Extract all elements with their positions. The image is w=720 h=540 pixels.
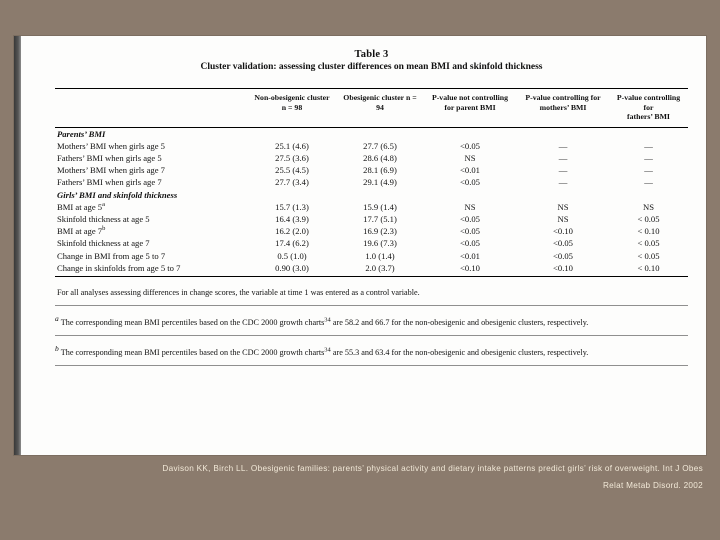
cell: <0.05 <box>460 238 480 249</box>
cell: NS <box>643 201 654 212</box>
table-row <box>55 213 688 225</box>
row-label-text: BMI at age 5 <box>57 201 103 212</box>
cell: — <box>558 140 568 151</box>
divider <box>55 335 688 336</box>
cell: < 0.10 <box>637 226 660 237</box>
footnote-text: The corresponding mean BMI percentiles based on the CDC 2000 growth charts <box>60 317 325 327</box>
cell: 25.5 (4.5) <box>275 165 309 176</box>
cell: 16.2 (2.0) <box>275 226 309 237</box>
column-header <box>423 89 517 128</box>
citation <box>30 461 703 494</box>
row-label <box>55 250 247 262</box>
column-header-line2: mothers’ BMI <box>539 102 587 112</box>
footnote-marker: b <box>55 344 59 354</box>
cell: — <box>644 165 653 176</box>
cell: 15.9 (1.4) <box>363 201 397 212</box>
row-superscript: b <box>102 225 106 233</box>
cell: 19.6 (7.3) <box>363 238 397 249</box>
row-label-text: Fathers’ BMI when girls age 7 <box>57 177 162 188</box>
row-label <box>55 213 247 225</box>
column-header-line1: P-value controlling for <box>616 93 681 112</box>
table-row <box>55 201 688 213</box>
scan-shadow-edge <box>14 36 21 455</box>
cell: — <box>558 152 568 163</box>
section-header-row <box>55 189 688 201</box>
row-label <box>55 176 247 188</box>
cell: 17.4 (6.2) <box>275 238 309 249</box>
row-label-text: Skinfold thickness at age 7 <box>57 238 150 249</box>
header-empty-cell <box>55 89 247 128</box>
cell: 29.1 (4.9) <box>363 177 397 188</box>
column-header-line2: fathers’ BMI <box>627 112 670 121</box>
table-row <box>55 176 688 188</box>
table-content <box>55 49 688 378</box>
row-label <box>55 237 247 249</box>
table-row <box>55 164 688 176</box>
row-label-text: Change in skinfolds from age 5 to 7 <box>57 262 181 273</box>
cell: 16.9 (2.3) <box>363 226 397 237</box>
footnote-text: are 58.2 and 66.7 for the non-obesigenic and obesigenic clusters, respectively. <box>330 317 589 327</box>
cell: 0.90 (3.0) <box>247 262 337 277</box>
row-label-text: Fathers’ BMI when girls age 5 <box>57 152 162 163</box>
footnote-marker: a <box>55 314 59 324</box>
column-header <box>517 89 609 128</box>
row-label <box>55 164 247 176</box>
row-label-text: BMI at age 7 <box>57 226 103 237</box>
table-title: Table 3 <box>354 49 389 60</box>
section-header: Girls’ BMI and skinfold thickness <box>57 189 178 200</box>
table-row <box>55 250 688 262</box>
cell: — <box>558 165 568 176</box>
table-row <box>55 225 688 237</box>
cell: — <box>558 177 568 188</box>
table-scan-panel <box>14 36 706 455</box>
cell: 16.4 (3.9) <box>275 213 309 224</box>
cell: — <box>644 152 653 163</box>
cell: <0.01 <box>460 165 480 176</box>
column-header-line2: for parent BMI <box>444 102 496 112</box>
header-row <box>55 89 688 128</box>
cell: 28.6 (4.8) <box>363 152 397 163</box>
column-header-line1: P-value not controlling <box>431 93 509 102</box>
column-header-line1: P-value controlling for <box>525 93 601 102</box>
column-header-line1: Non-obesigenic cluster <box>254 93 330 102</box>
footnote-ref: 34 <box>324 316 331 324</box>
column-header <box>337 89 423 128</box>
footnote-a <box>55 314 688 328</box>
data-table <box>55 88 688 277</box>
cell: <0.05 <box>553 238 573 249</box>
cell: <0.10 <box>517 262 609 277</box>
footnote-ref: 34 <box>324 346 331 354</box>
citation-line-2: Relat Metab Disord. 2002 <box>602 480 703 490</box>
row-label-text: Mothers’ BMI when girls age 5 <box>57 140 165 151</box>
cell: 28.1 (6.9) <box>363 165 397 176</box>
cell: 15.7 (1.3) <box>275 201 309 212</box>
column-header-line2: n = 98 <box>281 102 303 112</box>
cell: < 0.10 <box>609 262 688 277</box>
footnote-text: The corresponding mean BMI percentiles based on the CDC 2000 growth charts <box>60 347 325 357</box>
divider <box>55 305 688 306</box>
table-subtitle: Cluster validation: assessing cluster differences on mean BMI and skinfold thickness <box>200 62 543 72</box>
column-header <box>609 89 688 128</box>
footnote-general <box>55 288 688 298</box>
footnote-text: For all analyses assessing differences in change scores, the variable at time 1 was entered as a control variable. <box>57 287 420 297</box>
cell: < 0.05 <box>637 213 660 224</box>
cell: 25.1 (4.6) <box>275 140 309 151</box>
citation-line-1: Davison KK, Birch LL. Obesigenic families: parents’ physical activity and dietary intake patterns predict girls’ risk of overweight. Int J Obes <box>162 464 703 473</box>
cell: NS <box>557 201 569 212</box>
section-header-row <box>55 127 688 140</box>
cell: NS <box>557 213 569 224</box>
cell: <0.05 <box>553 250 573 261</box>
cell: <0.10 <box>553 226 573 237</box>
cell: <0.05 <box>460 140 480 151</box>
divider <box>55 365 688 366</box>
table-row <box>55 140 688 152</box>
cell: <0.10 <box>423 262 517 277</box>
footnote-text: are 55.3 and 63.4 for the non-obesigenic and obesigenic clusters, respectively. <box>330 347 589 357</box>
row-label <box>55 201 247 213</box>
cell: <0.05 <box>460 177 480 188</box>
cell: 27.7 (6.5) <box>363 140 397 151</box>
cell: — <box>644 177 653 188</box>
cell: 2.0 (3.7) <box>337 262 423 277</box>
column-header-line1: Obesigenic cluster n = <box>343 93 417 102</box>
column-header-line2: 94 <box>376 102 384 112</box>
cell: 0.5 (1.0) <box>277 250 307 261</box>
cell: < 0.05 <box>637 250 660 261</box>
cell: <0.05 <box>460 226 480 237</box>
row-label <box>55 262 247 277</box>
cell: 17.7 (5.1) <box>363 213 397 224</box>
cell: NS <box>464 201 476 212</box>
section-header: Parents’ BMI <box>57 128 106 139</box>
cell: <0.01 <box>460 250 480 261</box>
table-row <box>55 237 688 249</box>
row-label <box>55 225 247 237</box>
footnotes <box>55 288 688 366</box>
cell: 27.5 (3.6) <box>275 152 309 163</box>
row-label <box>55 152 247 164</box>
cell: 1.0 (1.4) <box>365 250 395 261</box>
cell: NS <box>464 152 476 163</box>
cell: <0.05 <box>460 213 480 224</box>
table-row <box>55 262 688 277</box>
cell: 27.7 (3.4) <box>275 177 309 188</box>
column-header <box>247 89 337 128</box>
footnote-b <box>55 344 688 358</box>
row-label-text: Change in BMI from age 5 to 7 <box>57 250 166 261</box>
table-row <box>55 152 688 164</box>
row-label-text: Mothers’ BMI when girls age 7 <box>57 165 165 176</box>
cell: — <box>644 140 653 151</box>
row-superscript: a <box>102 200 105 208</box>
cell: < 0.05 <box>637 238 660 249</box>
row-label-text: Skinfold thickness at age 5 <box>57 213 150 224</box>
row-label <box>55 140 247 152</box>
